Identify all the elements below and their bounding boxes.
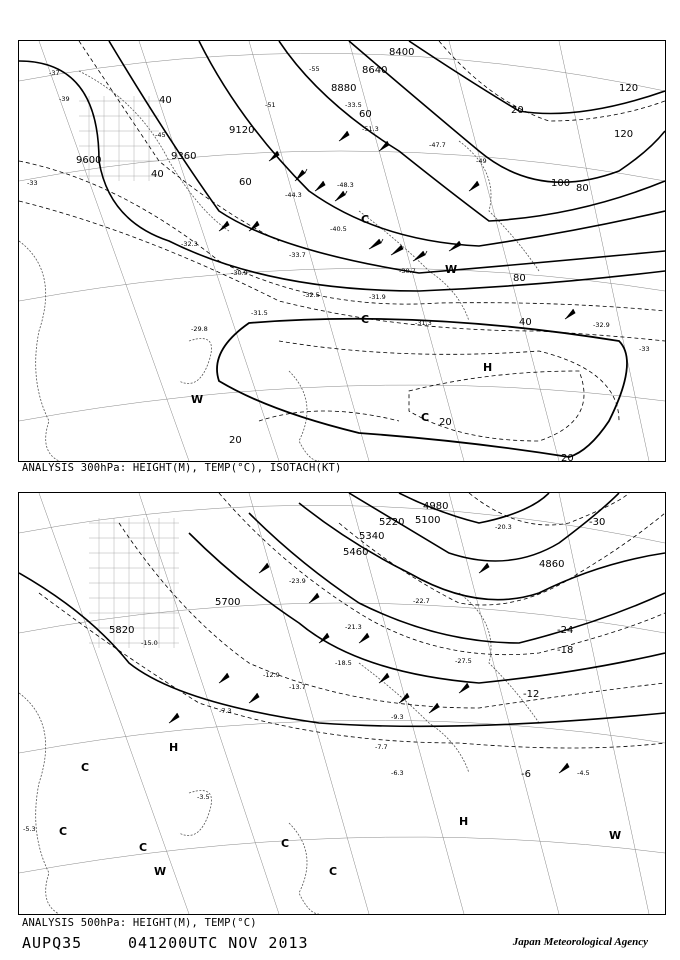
temp-label: -32.9 bbox=[593, 321, 610, 329]
temp-label: -37 bbox=[49, 69, 60, 77]
warm-label: W bbox=[154, 865, 167, 878]
temp-label: -32.5 bbox=[303, 291, 320, 299]
isotach-label: 60 bbox=[239, 177, 252, 188]
cold-label: C bbox=[421, 411, 430, 424]
temp-label: -31.9 bbox=[369, 293, 386, 301]
isotach-label: 80 bbox=[576, 183, 589, 194]
temp-label: -7.3 bbox=[219, 707, 232, 715]
height-label-8640: 8640 bbox=[362, 65, 388, 76]
graticule-500 bbox=[19, 493, 665, 914]
isotach-label: 20 bbox=[561, 453, 574, 461]
isotherms-500 bbox=[39, 493, 665, 748]
height-label-4860: 4860 bbox=[539, 559, 565, 570]
temp-label: -29.8 bbox=[191, 325, 208, 333]
isotach-label: 100 bbox=[551, 178, 571, 189]
temp-label: -18.5 bbox=[335, 659, 352, 667]
chart-id: AUPQ35 bbox=[22, 934, 83, 952]
isotherm-label: -6 bbox=[521, 769, 531, 780]
temp-label: -33 bbox=[27, 179, 38, 187]
caption-300hpa: ANALYSIS 300hPa: HEIGHT(M), TEMP(°C), ISOTACH(KT) bbox=[22, 462, 342, 474]
coastline-500 bbox=[19, 593, 539, 914]
height-label-9120: 9120 bbox=[229, 125, 255, 136]
wind-barbs-500 bbox=[169, 563, 569, 773]
height-label-5700: 5700 bbox=[215, 597, 241, 608]
temp-label: -5.3 bbox=[23, 825, 36, 833]
cold-label: C bbox=[281, 837, 290, 850]
isotach-label: 60 bbox=[359, 109, 372, 120]
warm-label: W bbox=[609, 829, 622, 842]
temp-label: -47.7 bbox=[429, 141, 446, 149]
temp-label: -48.3 bbox=[337, 181, 354, 189]
isotach-label: 40 bbox=[159, 95, 172, 106]
analysis-300hpa-map bbox=[18, 40, 666, 462]
temp-label: -32.3 bbox=[181, 240, 198, 248]
isotherm-label: -18 bbox=[557, 645, 574, 656]
temp-label: -7.7 bbox=[375, 743, 388, 751]
isotach-label: 40 bbox=[519, 317, 532, 328]
warm-label: W bbox=[445, 263, 458, 276]
temp-label: -39 bbox=[59, 95, 70, 103]
temp-label: -49 bbox=[476, 157, 487, 165]
high-pressure-label: H bbox=[483, 361, 493, 374]
temp-label: -30.9 bbox=[231, 269, 248, 277]
height-label-5460: 5460 bbox=[343, 547, 369, 558]
temp-label: -44.3 bbox=[285, 191, 302, 199]
map-500hpa-svg bbox=[19, 493, 665, 914]
temp-label: -33.5 bbox=[345, 101, 362, 109]
isotach-label: 120 bbox=[619, 83, 639, 94]
isotach-label: 20 bbox=[439, 417, 452, 428]
temp-label: -9.3 bbox=[391, 713, 404, 721]
height-label-9600: 9600 bbox=[76, 155, 102, 166]
cold-label: C bbox=[81, 761, 90, 774]
temp-label: -4.5 bbox=[577, 769, 590, 777]
cold-label: C bbox=[59, 825, 68, 838]
temp-label: -15.0 bbox=[141, 639, 158, 647]
temp-label: -3.5 bbox=[197, 793, 210, 801]
temp-label: -51.3 bbox=[362, 125, 379, 133]
agency-name: Japan Meteorological Agency bbox=[512, 936, 648, 948]
temp-label: -6.3 bbox=[391, 769, 404, 777]
temp-label: -40.5 bbox=[330, 225, 347, 233]
height-label-5100: 5100 bbox=[415, 515, 441, 526]
analysis-500hpa-map bbox=[18, 492, 666, 915]
temp-label: -22.7 bbox=[413, 597, 430, 605]
temp-label: -21.3 bbox=[345, 623, 362, 631]
high-pressure-label: H bbox=[459, 815, 469, 828]
temp-label: -45 bbox=[155, 131, 166, 139]
temp-label: -27.5 bbox=[455, 657, 472, 665]
isotach-label: 120 bbox=[614, 129, 634, 140]
valid-time: 041200UTC NOV 2013 bbox=[128, 934, 309, 952]
temp-label: -51 bbox=[265, 101, 276, 109]
isotach-label: 40 bbox=[151, 169, 164, 180]
temp-label: -33.7 bbox=[289, 251, 306, 259]
temp-label: -20.3 bbox=[495, 523, 512, 531]
height-contours-500 bbox=[19, 493, 665, 726]
cold-label: C bbox=[329, 865, 338, 878]
temp-label: -30.7 bbox=[399, 267, 416, 275]
height-label-5820: 5820 bbox=[109, 625, 135, 636]
height-label-8880: 8880 bbox=[331, 83, 357, 94]
isotherm-label: -12 bbox=[523, 689, 540, 700]
graticule-300 bbox=[19, 41, 665, 461]
temp-label: -55 bbox=[309, 65, 320, 73]
temp-label: -13.7 bbox=[289, 683, 306, 691]
temp-label: -33 bbox=[639, 345, 650, 353]
height-label-5340: 5340 bbox=[359, 531, 385, 542]
height-label-9360: 9360 bbox=[171, 151, 197, 162]
warm-label: W bbox=[191, 393, 204, 406]
height-label-4980: 4980 bbox=[423, 501, 449, 512]
caption-500hpa: ANALYSIS 500hPa: HEIGHT(M), TEMP(°C) bbox=[22, 917, 257, 929]
isotach-closed-300 bbox=[217, 319, 627, 457]
height-label-8400: 8400 bbox=[389, 47, 415, 58]
temp-label: -31.3 bbox=[415, 319, 432, 327]
isotach-label: 20 bbox=[229, 435, 242, 446]
map-300hpa-svg bbox=[19, 41, 665, 461]
isotach-label: 20 bbox=[511, 105, 524, 116]
isotach-label: 80 bbox=[513, 273, 526, 284]
isotherm-label: -30 bbox=[589, 517, 606, 528]
isotherm-label: -24 bbox=[557, 625, 574, 636]
height-label-5220: 5220 bbox=[379, 517, 405, 528]
cold-label: C bbox=[139, 841, 148, 854]
temp-label: -23.9 bbox=[289, 577, 306, 585]
cold-label: C bbox=[361, 213, 370, 226]
temp-label: -31.5 bbox=[251, 309, 268, 317]
cold-label: C bbox=[361, 313, 370, 326]
high-pressure-label: H bbox=[169, 741, 179, 754]
temp-label: -12.9 bbox=[263, 671, 280, 679]
